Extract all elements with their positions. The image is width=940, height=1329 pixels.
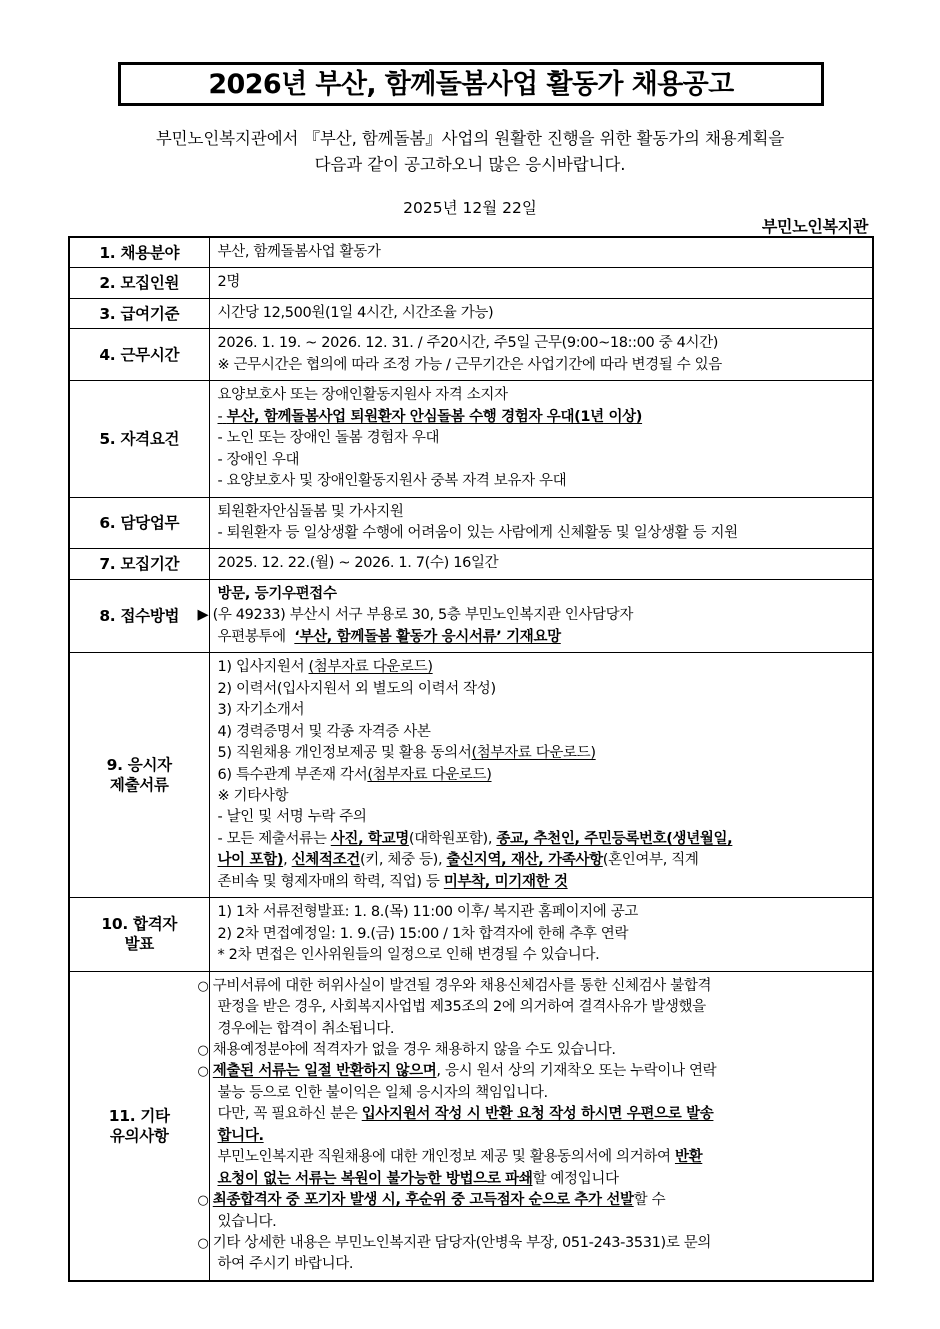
label-line-2: 유의사항	[109, 1126, 169, 1145]
document-item	[218, 765, 867, 786]
table-row	[69, 497, 873, 549]
text-line: 2) 2차 면접예정일: 1. 9.(금) 15:00 / 1차 합격자에 한해 추후 연락	[217, 925, 629, 942]
note-cont	[218, 1104, 867, 1125]
document-item: 2) 이력서(입사지원서 외 별도의 이력서 작성)	[217, 680, 496, 697]
text-line: - 퇴원환자 등 일상생활 수행에 어려움이 있는 사람에게 신체활동 및 일상생활 등 지원	[217, 524, 738, 541]
text-line: 퇴원환자안심돌봄 및 가사지원	[217, 503, 404, 520]
table-row	[69, 237, 873, 268]
row-label-how-to-apply: 8. 접수방법	[69, 579, 209, 652]
table-row	[69, 971, 873, 1281]
emphasis-text: 부산, 함께돌봄사업 퇴원환자 안심돌봄 수행 경험자 우대(1년 이상)	[226, 408, 643, 425]
row-label-salary: 3. 급여기준	[69, 298, 209, 328]
table-row	[69, 898, 873, 971]
envelope-note-prefix: 우편봉투에	[217, 628, 286, 645]
text-line: 부산, 함께돌봄사업 활동가	[217, 244, 381, 260]
row-body-duties	[209, 497, 873, 549]
attachment-link: (첨부자료 다운로드)	[471, 745, 596, 762]
etc-text: (키, 체중 등),	[359, 852, 447, 869]
item-text: 6) 특수관계 부존재 각서	[217, 766, 368, 783]
etc-emph: 미부착, 미기재한 것	[443, 873, 568, 890]
circle-bullet-icon: ○	[197, 1042, 209, 1058]
note-cont: 있습니다.	[217, 1213, 277, 1230]
dash-marker: -	[217, 408, 223, 425]
organization-name: 부민노인복지관	[761, 217, 868, 236]
etc-emph: 출신지역, 재산, 가족사항	[446, 852, 603, 869]
row-body-application-period	[209, 549, 873, 579]
page-title: 2026년 부산, 함께돌봄사업 활동가 채용공고	[208, 68, 734, 100]
document-item: 4) 경력증명서 및 각종 자격증 사본	[217, 723, 431, 740]
row-label-work-hours: 4. 근무시간	[69, 329, 209, 381]
note-text: 구비서류에 대한 허위사실이 발견될 경우와 채용신체검사를 통한 신체검사 불합격	[212, 977, 712, 994]
envelope-note-emphasis: ‘부산, 함께돌봄 활동가 응시서류’ 기재요망	[294, 628, 561, 645]
text-line: 2026. 1. 19. ~ 2026. 12. 31. / 주20시간, 주5일 근무(9:00~18::00 중 4시간)	[217, 335, 719, 352]
label-line-1: 9. 응시자	[106, 756, 172, 775]
etc-item	[218, 850, 867, 871]
circle-bullet-icon: ○	[197, 978, 209, 994]
intro-line-2: 다음과 같이 공고하오니 많은 응시바랍니다.	[314, 155, 626, 175]
etc-item: - 날인 및 서명 누락 주의	[217, 809, 367, 826]
note-emph: 합니다.	[217, 1127, 264, 1144]
table-row	[69, 298, 873, 328]
note-bullet	[197, 1190, 867, 1211]
note-emph: 반환	[674, 1149, 703, 1166]
note-cont: 판정을 받은 경우, 사회복지사업법 제35조의 2에 의거하여 결격사유가 발생했을	[217, 999, 706, 1016]
circle-bullet-icon: ○	[197, 1064, 209, 1080]
intro-paragraph	[70, 126, 870, 179]
row-body-recruit-field	[209, 237, 873, 268]
label-line-2: 발표	[124, 935, 154, 954]
item-text: 5) 직원채용 개인정보제공 및 활용 동의서	[217, 745, 472, 762]
triangle-right-icon: ▶	[197, 607, 209, 624]
document-title-box	[118, 62, 824, 106]
text-line: - 노인 또는 장애인 돌봄 경험자 우대	[217, 430, 440, 447]
row-label-application-period: 7. 모집기간	[69, 549, 209, 579]
table-row	[69, 653, 873, 898]
row-label-qualifications: 5. 자격요건	[69, 381, 209, 497]
intro-line-1: 부민노인복지관에서 『부산, 함께돌봄』사업의 원활한 진행을 위한 활동가의 채용계획을	[155, 129, 785, 148]
etc-emph: 사진, 학교명	[330, 830, 409, 847]
note-bullet	[197, 976, 867, 997]
etc-heading: ※ 기타사항	[217, 787, 289, 804]
note-cont	[218, 1126, 867, 1147]
note-cont	[218, 1147, 867, 1168]
row-body-headcount	[209, 268, 873, 298]
item-text: 1) 입사지원서	[217, 659, 309, 676]
circle-bullet-icon: ○	[197, 1193, 209, 1209]
note-text: 기타 상세한 내용은 부민노인복지관 담당자(안병욱 부장, 051-243-3531)로 문의	[212, 1235, 712, 1252]
circle-bullet-icon: ○	[197, 1236, 209, 1252]
text-line-note: * 2차 면접은 인사위원들의 일정으로 인해 변경될 수 있습니다.	[217, 947, 600, 964]
etc-text: (대학원포함),	[408, 830, 497, 847]
label-line-2: 제출서류	[109, 776, 169, 795]
text-line: ※ 근무시간은 협의에 따라 조정 가능 / 근무기간은 사업기간에 따라 변경될 수 있음	[217, 356, 722, 373]
text-line	[218, 627, 867, 648]
table-row	[69, 329, 873, 381]
row-body-qualifications	[209, 381, 873, 497]
note-emph: 입사지원서 작성 시 반환 요청 작성 하시면 우편으로 발송	[361, 1106, 714, 1123]
etc-text: (혼인여부, 직계	[602, 852, 699, 869]
text-line-emphasis	[218, 407, 867, 428]
row-label-headcount: 2. 모집인원	[69, 268, 209, 298]
row-body-work-hours	[209, 329, 873, 381]
note-bullet	[197, 1233, 867, 1254]
note-text: 다만, 꼭 필요하신 분은	[217, 1106, 362, 1123]
note-text: 할 예정입니다	[532, 1170, 619, 1187]
address-text: (우 49233) 부산시 서구 부용로 30, 5층 부민노인복지관 인사담당자	[212, 607, 633, 624]
row-body-how-to-apply	[197, 579, 873, 652]
row-body-salary	[209, 298, 873, 328]
note-bullet	[197, 1040, 867, 1061]
note-emph: 최종합격자 중 포기자 발생 시, 후순위 중 고득점자 순으로 추가 선발	[212, 1192, 634, 1209]
etc-item	[218, 829, 867, 850]
table-row	[69, 549, 873, 579]
text-line: 2명	[217, 274, 241, 291]
etc-emph: 신체적조건	[291, 852, 360, 869]
etc-text: - 모든 제출서류는	[217, 830, 331, 847]
table-row	[69, 579, 873, 652]
note-cont: 하여 주시기 바랍니다.	[217, 1256, 354, 1273]
table-row	[69, 381, 873, 497]
text-line: - 장애인 우대	[217, 451, 300, 468]
note-emph: 요청이 없는 서류는 복원이 불가능한 방법으로 파쇄	[217, 1170, 533, 1187]
etc-text: ,	[283, 852, 292, 869]
apply-method-heading: 방문, 등기우편접수	[217, 585, 337, 602]
note-bullet	[197, 1061, 867, 1082]
row-body-other-notes	[197, 971, 873, 1281]
text-line	[197, 605, 867, 626]
attachment-link: (첨부자료 다운로드)	[308, 659, 433, 676]
row-label-duties: 6. 담당업무	[69, 497, 209, 549]
row-body-required-documents	[209, 653, 873, 898]
note-cont: 불능 등으로 인한 불이익은 일체 응시자의 책임입니다.	[217, 1084, 548, 1101]
row-label-required-documents	[69, 653, 209, 898]
attachment-link: (첨부자료 다운로드)	[367, 766, 492, 783]
note-text: 부민노인복지관 직원채용에 대한 개인정보 제공 및 활용동의서에 의거하여	[217, 1149, 675, 1166]
document-item	[218, 743, 867, 764]
etc-emph: 나이 포함)	[217, 852, 284, 869]
etc-emph: 종교, 추천인, 주민등록번호(생년월일,	[496, 830, 733, 847]
etc-text: 존비속 및 형제자매의 학력, 직업) 등	[217, 873, 444, 890]
note-cont: 경우에는 합격이 취소됩니다.	[217, 1020, 395, 1037]
row-label-other-notes	[69, 971, 209, 1281]
notice-table	[68, 236, 874, 1282]
label-line-1: 10. 합격자	[101, 915, 178, 934]
row-label-recruit-field: 1. 채용분야	[69, 237, 209, 268]
table-row	[69, 268, 873, 298]
etc-item	[218, 872, 867, 893]
note-text: 채용예정분야에 적격자가 없을 경우 채용하지 않을 수도 있습니다.	[212, 1041, 616, 1058]
row-body-results-announcement	[209, 898, 873, 971]
row-label-results-announcement	[69, 898, 209, 971]
text-line-bold	[218, 584, 867, 605]
document-item	[218, 657, 867, 678]
note-text: 할 수	[633, 1192, 666, 1209]
text-line: 시간당 12,500원(1일 4시간, 시간조율 가능)	[217, 304, 494, 321]
note-text: , 응시 원서 상의 기재착오 또는 누락이나 연락	[436, 1063, 717, 1080]
text-line: 요양보호사 또는 장애인활동지원사 자격 소지자	[217, 387, 508, 404]
note-emph: 제출된 서류는 일절 반환하지 않으며	[212, 1063, 437, 1080]
text-line: 1) 1차 서류전형발표: 1. 8.(목) 11:00 이후/ 복지관 홈페이지에 공고	[217, 904, 639, 921]
note-cont	[218, 1169, 867, 1190]
label-line-1: 11. 기타	[108, 1106, 170, 1125]
text-line: - 요양보호사 및 장애인활동지원사 중복 자격 보유자 우대	[217, 473, 567, 490]
text-line: 2025. 12. 22.(월) ~ 2026. 1. 7(수) 16일간	[217, 555, 499, 572]
document-item: 3) 자기소개서	[217, 702, 305, 719]
announcement-date: 2025년 12월 22일	[403, 199, 537, 217]
